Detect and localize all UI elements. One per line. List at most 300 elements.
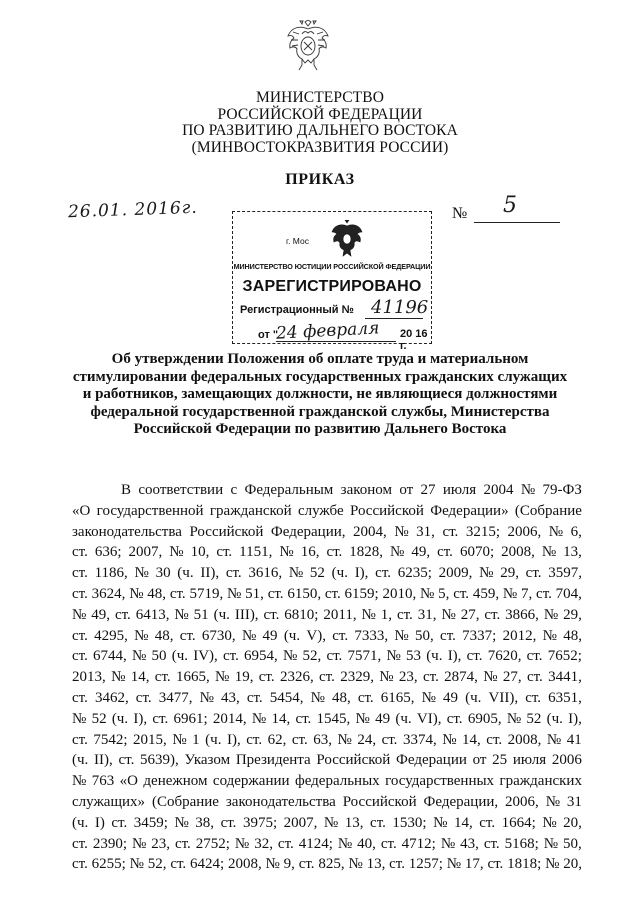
body-word: государственной [96,502,204,519]
body-word: 49, [91,606,110,623]
body-word: (ч. [465,689,482,706]
body-word: (Собрание [151,793,219,810]
body-word: В [121,482,132,498]
stamp-date-handwritten: 24 февраля [275,318,380,344]
body-word: ст. [170,856,187,873]
body-word: IV), [193,648,218,665]
body-word: Российской [316,752,391,769]
document-title-line: Об утверждении Положения об оплате труда и материальном [111,351,529,367]
body-word: 31 [566,793,582,810]
body-word: 2752; [195,835,230,852]
body-word: 636; [94,544,122,561]
body-word: 49 [443,689,459,706]
body-word: Указом [184,752,231,769]
body-word: гражданской [209,502,292,519]
body-word: 3477, [158,689,193,706]
body-word: № [442,731,457,748]
body-word: с [230,482,238,498]
body-word: 6070; [459,544,495,561]
body-word: ст. [437,544,453,561]
body-word: 31, [416,523,435,540]
body-word: 2390; [92,835,127,852]
body-word: законодательства [72,523,182,540]
body-word: ст. [442,523,459,540]
body-word: 48, [154,627,174,644]
body-word: 2004, [353,523,387,540]
body-word: 48, [563,627,582,644]
body-word: № [288,565,304,582]
body-word: (ч. [213,606,230,623]
body-word: ст. [135,689,152,706]
body-word: 2008, [227,856,262,873]
body-word: ст. [483,835,500,852]
body-word: № [132,648,147,665]
body-word: ст. [422,669,439,686]
body-word: 6255; [91,856,126,873]
body-word: № [241,627,257,644]
body-word: 41 [566,731,582,748]
body-word: 4712; [401,835,436,852]
body-word: служащих» [72,793,146,810]
body-word: № [174,814,189,831]
body-word: 13, [344,814,364,831]
body-word: 6810; [284,606,319,623]
body-word: государственных [385,773,495,790]
ministry-header [0,90,640,156]
body-word: 52 [526,710,542,727]
body-word: 31, [417,606,437,623]
body-word: ст. [291,731,308,748]
body-word: № [520,482,536,498]
body-word: I), [354,565,369,582]
body-word: ст. [72,731,88,748]
body-word: ст. [223,648,239,665]
body-word: ст. [332,627,349,644]
order-date-handwritten: 26.01. 2016г. [67,197,199,223]
body-word: № [543,835,559,852]
body-word: 6954, [244,648,278,665]
body-word: № [394,523,409,540]
body-word: 43, [220,689,240,706]
body-word: 6730, [201,627,236,644]
body-word: 14, [453,814,473,831]
body-word: 17, [464,856,484,873]
body-word: 6351, [548,689,582,706]
body-word: Федерации [396,752,467,769]
body-word: 2007, [128,544,163,561]
body-word: ст. [484,606,501,623]
body-word: 6744, [93,648,127,665]
body-word: 1, [380,606,393,623]
body-word: ст. [225,565,242,582]
body-word: 30 [155,565,171,582]
body-word: № [506,710,522,727]
body-word: 9, [283,856,295,873]
body-word: 16, [300,544,320,561]
body-word: 27, [460,606,480,623]
body-word: 2009, [438,565,473,582]
body-word: 49, [411,544,431,561]
body-word: 62, [267,731,287,748]
body-word: ст. [525,689,542,706]
body-word: 49 [375,710,391,727]
body-word: ст. [72,689,88,706]
body-word: № [543,606,559,623]
body-word: 19, [234,669,254,686]
body-word: III), [234,606,259,623]
body-word: содержании [212,773,290,790]
body-word: 5168; [504,835,539,852]
body-word: № [545,856,560,873]
stamp-city: г. Мос [286,236,309,246]
body-word: № [131,835,147,852]
body-word: 6, [570,523,582,540]
body-word: 7333, [354,627,389,644]
body-line [72,480,582,501]
body-word: № [337,835,353,852]
body-word: № [542,814,557,831]
body-word: 3462, [94,689,129,706]
stamp-reg-number-label: Регистрационный № [240,304,354,316]
body-word: 2015, [133,731,167,748]
body-word: 6961; [173,710,208,727]
stamp-reg-number-handwritten: 41196 [371,297,429,318]
body-word: № [546,731,562,748]
body-word: II), [200,565,220,582]
body-word: № [541,544,557,561]
body-word: 13, [366,856,386,873]
body-word: 1257; [408,856,443,873]
body-word: Федерации, [270,523,346,540]
body-word: № [421,689,436,706]
body-word: ст. [536,585,552,602]
body-word: 2006, [505,793,539,810]
body-word: ст. [466,648,483,665]
body-word: № [348,856,363,873]
body-line [72,750,582,771]
body-word: № [390,544,405,561]
body-word: 1 [192,731,200,748]
body-word: 5454, [269,689,304,706]
body-word: 7, [520,585,533,602]
body-word: (ч. [111,710,129,727]
body-word: ст. [72,835,88,852]
body-word: 14, [462,731,481,748]
body-word: 6424; [189,856,225,873]
body-word: 6235; [397,565,432,582]
body-word: 43, [460,835,479,852]
body-word: гражданских [499,773,582,790]
body-word: ст. [72,544,88,561]
body-word: № [479,565,494,582]
ministry-line: ПО РАЗВИТИЮ ДАЛЬНЕГО ВОСТОКА [182,122,458,139]
body-word: 2008, [507,731,542,748]
body-word: 51, [245,585,264,602]
body-word: 27 [420,482,436,498]
body-word: № [129,856,144,873]
body-word: от [399,482,414,498]
document-title-line: стимулировании федеральных государственных гражданских служащих [72,368,568,385]
body-line [72,542,582,563]
body-line [72,730,582,751]
body-word: 3624, [91,585,126,602]
body-word: 3975; [242,814,278,831]
body-word: № [502,585,518,602]
body-word: 2010, [382,585,417,602]
body-word: 20, [563,856,582,873]
body-line [72,771,582,792]
body-word: 6150, [287,585,322,602]
body-word: 3215; [465,523,500,540]
body-word: 5639), [140,752,179,769]
body-line [72,584,582,605]
body-word: ст. [114,606,131,623]
body-word: 1530; [392,814,427,831]
body-word: № [72,606,87,623]
body-word: ст. [111,814,128,831]
body-word: ст. [526,648,543,665]
ministry-line: МИНИСТЕРСТВО [256,89,384,106]
body-word: 52, [302,648,322,665]
document-title-line: Российской Федерации по развитию Дальнего Востока [133,421,507,437]
body-word: (ч. [205,731,222,748]
body-word: (ч. [171,648,189,665]
document-title-line: федеральной государственной гражданской службы, Министерства [90,403,550,420]
body-word: от [472,752,487,769]
body-word: ст. [179,627,196,644]
body-word: ст. [487,856,504,873]
body-line [72,501,582,522]
body-word: 53 [405,648,421,665]
body-word: 14, [130,669,150,686]
ministry-line: (МИНВОСТОКРАЗВИТИЯ РОССИИ) [191,138,449,156]
body-word: 763 [91,773,115,790]
body-word: № [355,710,370,727]
body-word: ст. [298,856,315,873]
body-word: ст. [246,731,263,748]
body-word: 1818; [507,856,542,873]
body-word: 29, [563,606,582,623]
body-word: 2006 [551,752,582,769]
body-word: № [251,710,267,727]
body-word: № [234,835,250,852]
body-word: VII), [488,689,519,706]
body-word: I), [133,710,148,727]
body-word: № [134,565,149,582]
body-word: ст. [267,585,284,602]
registration-stamp [232,211,432,352]
document-title [30,351,610,439]
body-line [72,626,582,647]
body-word: ст. [72,856,88,873]
body-word: 49 [262,627,278,644]
body-word: ст. [446,710,463,727]
body-word: № [323,814,339,831]
body-word: 6165, [380,689,415,706]
body-word: 7571, [347,648,382,665]
body-word: 52, [147,856,167,873]
body-word: № [172,731,187,748]
body-line [72,667,582,688]
body-word: ст. [118,752,135,769]
body-word: 6413, [135,606,170,623]
stamp-eagle-icon [330,220,364,260]
body-word: 50 [151,648,167,665]
body-word: ст. [72,648,88,665]
body-word: ст. [72,565,88,582]
body-word: 24, [357,731,377,748]
body-word: № [129,585,144,602]
body-word: № [227,585,242,602]
body-word: 2013, [72,669,106,686]
body-line [72,792,582,813]
body-word: № [394,627,409,644]
body-word: ст. [216,544,233,561]
body-word: 23, [151,835,170,852]
body-word: № [440,835,456,852]
body-word: № [433,814,448,831]
body-line [72,605,582,626]
body-word: ст. [174,835,191,852]
body-word: I), [226,731,241,748]
body-word: ст. [72,585,88,602]
body-word: ст. [263,606,280,623]
body-word: № [72,773,87,790]
body-word: (ч. [177,565,194,582]
body-word: 3441, [548,669,582,686]
order-number-handwritten: 5 [503,193,517,218]
body-word: № [483,669,498,686]
body-word: № [215,669,230,686]
body-word: 6905, [467,710,502,727]
body-word: № [542,627,557,644]
body-word: Российской [349,502,424,519]
body-line [72,646,582,667]
body-word: № [441,606,456,623]
body-word: 20, [563,814,582,831]
body-word: ст. [154,669,171,686]
body-word: (ч. [72,752,89,769]
stamp-ministry: МИНИСТЕРСТВО ЮСТИЦИИ РОССИЙСКОЙ ФЕДЕРАЦИИ [233,262,431,271]
body-word: 50, [415,627,434,644]
body-word: (ч. [72,814,89,831]
body-word: ст. [370,814,386,831]
body-word: № [174,606,189,623]
body-word: № [337,731,352,748]
body-word: 2011, [323,606,357,623]
body-word: 13, [563,544,582,561]
body-word: «О [72,502,91,519]
body-word: 52 [91,710,107,727]
body-word: 2006, [507,523,542,540]
body-word: (ч. [331,565,348,582]
body-word: денежном [143,773,208,790]
body-word: 3459; [133,814,168,831]
order-number-line [474,222,560,223]
body-word: 7652; [547,648,582,665]
body-word: ст. [319,669,335,686]
body-word: I), [568,710,582,727]
body-word: 2329, [340,669,374,686]
body-word: Федеральным [244,482,334,498]
body-word: 1665, [175,669,210,686]
body-word: Федерации, [423,793,499,810]
body-word: 5, [438,585,450,602]
ministry-line: РОССИЙСКОЙ ФЕДЕРАЦИИ [217,105,423,123]
body-word: Российской [342,793,417,810]
body-word: (ч. [426,648,443,665]
body-word: 25 [492,752,508,769]
body-word: 4124; [298,835,333,852]
stamp-year: 20 16 г. [400,328,428,352]
body-line [72,854,582,875]
body-word: службе [297,502,344,519]
body-word: 7542; [93,731,128,748]
body-word: № [446,856,462,873]
coat-of-arms-icon [285,20,331,72]
body-word: № [548,523,564,540]
body-line [72,688,582,709]
body-word: № [310,689,325,706]
body-word: № [420,585,435,602]
body-word: 3597, [548,565,582,582]
body-word: ст. [381,731,398,748]
body-line [72,834,582,855]
body-word: Федерации» [430,502,509,519]
body-word: 2008, [501,544,535,561]
body-word: ст. [525,565,542,582]
body-word: 1545, [316,710,351,727]
body-word: 27, [502,669,522,686]
body-word: 2012, [502,627,537,644]
order-title: ПРИКАЗ [285,171,355,188]
body-word: № [111,669,126,686]
body-word: ст. [526,669,543,686]
body-word: июля [512,752,547,769]
body-word: «О [119,773,138,790]
body-word: 6159; [344,585,379,602]
body-word: (ч. [283,627,301,644]
body-word: ст. [453,585,470,602]
body-word: законом [340,482,392,498]
body-word: ст. [324,585,341,602]
body-word: 32, [254,835,273,852]
body-word: 14, [271,710,291,727]
stamp-from-label: от " [258,329,279,341]
body-word: № [265,856,280,873]
body-word: ст. [220,814,237,831]
body-word: ст. [389,856,405,873]
body-word: 51 [193,606,209,623]
body-word: ст. [277,835,294,852]
body-word: ст. [258,669,275,686]
body-word: № [545,793,560,810]
body-word: 48, [332,689,351,706]
body-word: Российской [189,523,264,540]
body-word: 50, [563,835,582,852]
body-word: 29, [500,565,519,582]
body-word: I), [447,648,462,665]
body-word: 3616, [248,565,283,582]
body-word: ст. [440,627,456,644]
body-word: (Собрание [514,502,582,519]
body-word: 7337; [462,627,497,644]
body-word: 23, [398,669,418,686]
body-word: ст. [486,731,503,748]
body-word: № [72,710,87,727]
body-word: V), [306,627,326,644]
body-word: (ч. [395,710,412,727]
